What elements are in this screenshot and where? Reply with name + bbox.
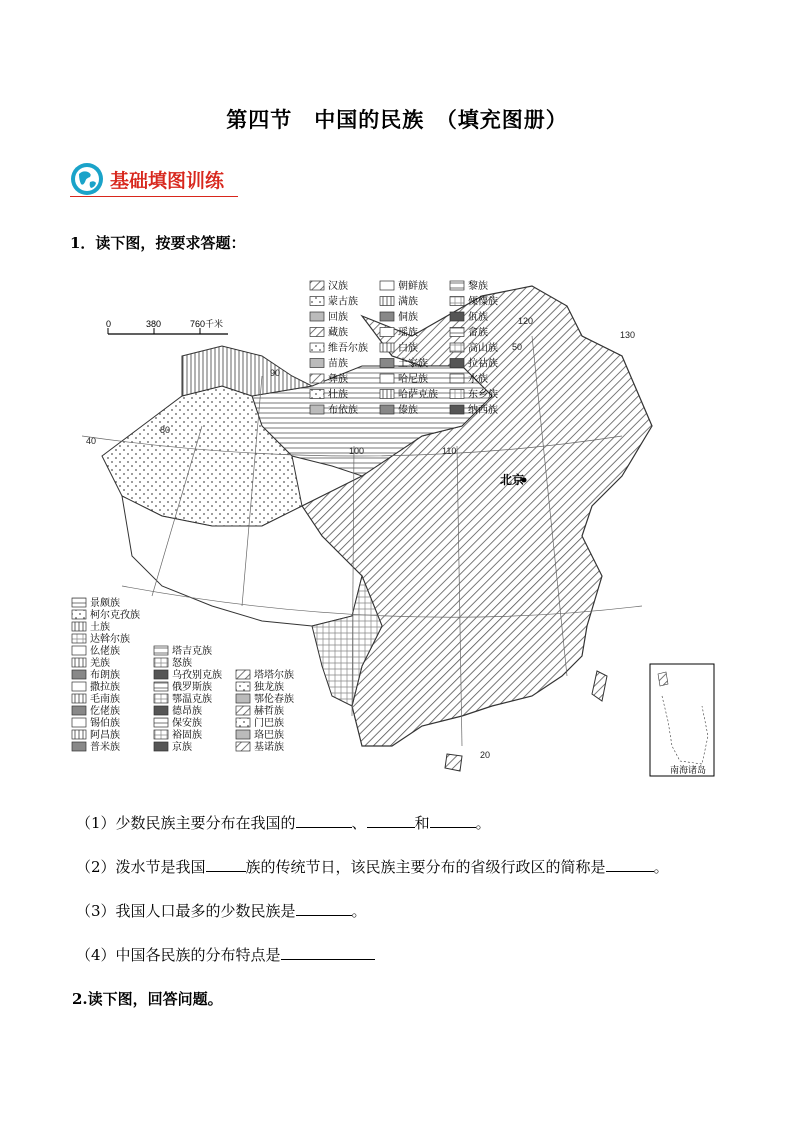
legend-top-1-0-label: 蒙古族: [328, 296, 358, 308]
legend-left-0-label: 景颇族: [90, 598, 120, 609]
ethnic-map-svg: [62, 276, 730, 784]
legend-top-2-1-swatch: [380, 312, 394, 321]
legend-bottom-7-1-label: 裕固族: [172, 730, 202, 741]
legend-top-8-2-label: 纳西族: [468, 405, 498, 416]
legend-top: [310, 279, 498, 416]
legend-bottom-8-0-label: 普米族: [90, 742, 120, 753]
legend-bottom-2-1-swatch: [154, 670, 168, 679]
legend-bottom-6-2-label: 门巴族: [254, 718, 284, 729]
legend-bottom-8-0-swatch: [72, 742, 86, 751]
legend-top-3-1-label: 瑶族: [398, 327, 418, 339]
section-underline: [70, 196, 238, 197]
question-1-part-1: （1）少数民族主要分布在我国的 、 和 。: [76, 814, 491, 832]
legend-bottom-0-1-label: 塔吉克族: [172, 646, 212, 657]
legend-bottom-5-2-swatch: [236, 706, 250, 715]
legend-top-3-0-label: 藏族: [328, 327, 348, 339]
legend-bottom-4-2-swatch: [236, 694, 250, 703]
legend-bottom-1-0-label: 羌族: [90, 658, 110, 669]
legend-bottom-1-1-swatch: [154, 658, 168, 667]
question-2-title: 2.读下图，回答问题。: [72, 990, 223, 1008]
legend-top-3-2-swatch: [450, 328, 464, 337]
scale-label-2: 760千米: [190, 319, 224, 329]
scale-label-0: 0: [106, 319, 112, 329]
legend-bottom-7-1-swatch: [154, 730, 168, 739]
legend-top-3-0-swatch: [310, 328, 324, 337]
legend-bottom-1-1-label: 怒族: [172, 658, 192, 669]
meridian-label-100: 100: [349, 446, 365, 456]
legend-bottom-0-1-swatch: [154, 646, 168, 655]
legend-top-1-1-swatch: [380, 297, 394, 306]
legend-bottom-8-2-label: 基诺族: [254, 742, 284, 753]
legend-top-4-0-label: 维吾尔族: [328, 343, 368, 354]
legend-bottom-8-1-label: 京族: [172, 742, 192, 753]
legend-bottom-2-2-swatch: [236, 670, 250, 679]
section-header: [70, 160, 240, 200]
legend-top-6-0-swatch: [310, 374, 324, 383]
legend-top-5-1-label: 土家族: [398, 358, 428, 370]
legend-top-4-1-swatch: [380, 343, 394, 352]
legend-bottom-6-1-swatch: [154, 718, 168, 727]
taiwan: [592, 671, 607, 701]
legend-bottom-0-0-label: 仫佬族: [90, 646, 120, 657]
legend-bottom-6-0-label: 锡伯族: [90, 718, 120, 729]
parallel-label-50: 50: [512, 342, 523, 352]
answer-blank-2-1[interactable]: [206, 857, 246, 872]
legend-top-8-0-swatch: [310, 405, 324, 414]
legend-top-6-2-label: 水族: [468, 374, 488, 385]
legend-bottom-3-1-label: 俄罗斯族: [172, 682, 212, 693]
legend-left-3-label: 达斡尔族: [90, 634, 130, 645]
legend-top-2-0-swatch: [310, 312, 324, 321]
legend-top-2-1-label: 侗族: [398, 312, 418, 323]
beijing-label: 北京: [500, 473, 525, 487]
legend-top-8-1-label: 傣族: [398, 405, 418, 416]
legend-top-5-0-label: 苗族: [328, 358, 348, 370]
legend-bottom-4-1-label: 鄂温克族: [172, 694, 212, 705]
answer-blank-2-2[interactable]: [606, 857, 654, 872]
scale-label-1: 380: [146, 319, 162, 329]
legend-top-7-2-swatch: [450, 390, 464, 399]
legend-top-4-2-swatch: [450, 343, 464, 352]
legend-top-5-2-swatch: [450, 359, 464, 368]
scale-bar: [106, 318, 228, 334]
legend-bottom-3-1-swatch: [154, 682, 168, 691]
legend-bottom-0-0-swatch: [72, 646, 86, 655]
parallel-label-20: 20: [480, 750, 491, 760]
legend-bottom-4-0-label: 毛南族: [90, 694, 120, 705]
legend-bottom-6-1-label: 保安族: [172, 718, 202, 729]
legend-top-7-2-label: 东乡族: [468, 389, 498, 401]
legend-top-8-2-swatch: [450, 405, 464, 414]
legend-bottom-1-0-swatch: [72, 658, 86, 667]
globe-icon: [70, 162, 104, 196]
legend-top-4-2-label: 高山族: [468, 343, 498, 354]
legend-left-1-label: 柯尔克孜族: [90, 610, 140, 621]
question-1-title: 1．读下图，按要求答题：: [70, 234, 246, 252]
legend-top-1-2-label: 傈僳族: [468, 296, 498, 308]
answer-blank-4-1[interactable]: [281, 945, 375, 960]
legend-top-6-1-label: 哈尼族: [398, 374, 428, 385]
legend-top-4-1-label: 白族: [398, 343, 418, 354]
hainan: [445, 754, 462, 771]
legend-top-5-0-swatch: [310, 359, 324, 368]
legend-bottom-3-2-swatch: [236, 682, 250, 691]
legend-top-3-2-label: 畲族: [468, 327, 488, 339]
meridian-label-110: 110: [442, 446, 457, 456]
legend-top-7-0-swatch: [310, 390, 324, 399]
legend-top-7-1-label: 哈萨克族: [398, 389, 438, 401]
legend-top-6-2-swatch: [450, 374, 464, 383]
legend-top-8-1-swatch: [380, 405, 394, 414]
section-label: 基础填图训练: [110, 170, 225, 192]
question-1-part-4: （4）中国各民族的分布特点是: [76, 944, 375, 965]
legend-top-1-1-label: 满族: [398, 296, 418, 308]
legend-left-2-swatch: [72, 622, 86, 631]
legend-bottom-7-0-swatch: [72, 730, 86, 739]
legend-bottom-8-2-swatch: [236, 742, 250, 751]
legend-left-0-swatch: [72, 598, 86, 607]
legend-top-7-1-swatch: [380, 390, 394, 399]
legend-top-0-1-label: 朝鲜族: [398, 281, 428, 292]
legend-top-0-0-label: 汉族: [328, 281, 348, 292]
answer-blank-1-1[interactable]: [296, 813, 352, 828]
meridian-label-130: 130: [620, 330, 636, 340]
legend-bottom-4-2-label: 鄂伦春族: [254, 694, 294, 705]
legend-top-1-0-swatch: [310, 297, 324, 306]
legend-bottom-5-2-label: 赫哲族: [254, 706, 284, 717]
legend-top-2-0-label: 回族: [328, 312, 348, 323]
legend-top-3-1-swatch: [380, 328, 394, 337]
south-china-sea-inset: [650, 664, 714, 776]
answer-blank-3-1[interactable]: [296, 901, 352, 916]
legend-top-7-0-label: 壮族: [328, 389, 348, 401]
legend-top-5-1-swatch: [380, 359, 394, 368]
legend-bottom-6-2-swatch: [236, 718, 250, 727]
legend-top-2-2-label: 佤族: [468, 312, 488, 323]
legend-left-2-label: 土族: [90, 622, 110, 633]
answer-blank-1-3[interactable]: [430, 813, 476, 828]
meridian-label-90: 90: [270, 368, 281, 378]
legend-bottom-3-0-swatch: [72, 682, 86, 691]
meridian-label-80: 80: [160, 425, 171, 435]
legend-top-5-2-label: 拉祜族: [468, 358, 498, 370]
legend-top-0-2-label: 黎族: [468, 281, 488, 292]
answer-blank-1-2[interactable]: [367, 813, 415, 828]
legend-bottom-8-1-swatch: [154, 742, 168, 751]
legend-top-6-0-label: 彝族: [328, 374, 348, 385]
legend-top-0-1-swatch: [380, 281, 394, 290]
legend-top-6-1-swatch: [380, 374, 394, 383]
meridian-label-120: 120: [518, 316, 534, 326]
legend-bottom-6-0-swatch: [72, 718, 86, 727]
legend-bottom-5-0-swatch: [72, 706, 86, 715]
legend-bottom-3-0-label: 撒拉族: [90, 682, 120, 693]
legend-top-4-0-swatch: [310, 343, 324, 352]
legend-bottom-2-0-swatch: [72, 670, 86, 679]
legend-bottom-7-0-label: 阿昌族: [90, 730, 120, 741]
legend-top-0-0-swatch: [310, 281, 324, 290]
legend-bottom-4-1-swatch: [154, 694, 168, 703]
legend-top-2-2-swatch: [450, 312, 464, 321]
legend-bottom-5-1-label: 德昂族: [172, 706, 202, 717]
legend-bottom-2-2-label: 塔塔尔族: [254, 670, 294, 681]
legend-bottom-7-2-swatch: [236, 730, 250, 739]
legend-bottom-3-2-label: 独龙族: [254, 682, 284, 693]
parallel-label-40: 40: [86, 436, 97, 446]
question-1-part-2: （2）泼水节是我国 族的传统节日，该民族主要分布的省级行政区的简称是 。: [76, 858, 669, 876]
legend-left-3-swatch: [72, 634, 86, 643]
legend-top-8-0-label: 布依族: [328, 405, 358, 416]
legend-left-1-swatch: [72, 610, 86, 619]
legend-bottom-7-2-label: 珞巴族: [254, 730, 284, 741]
ethnic-map: [62, 276, 730, 784]
legend-bottom-5-1-swatch: [154, 706, 168, 715]
legend-top-0-2-swatch: [450, 281, 464, 290]
kazakh-region: [182, 346, 312, 396]
legend-bottom-4-0-swatch: [72, 694, 86, 703]
inset-label: 南海诸岛: [670, 766, 707, 776]
question-1-part-3: （3）我国人口最多的少数民族是 。: [76, 902, 367, 920]
legend-bottom-5-0-label: 仡佬族: [90, 706, 120, 717]
legend-top-1-2-swatch: [450, 297, 464, 306]
legend-bottom-2-1-label: 乌孜别克族: [172, 670, 222, 681]
page-title: 第四节 中国的民族 （填充图册）: [226, 107, 568, 132]
legend-bottom-2-0-label: 布朗族: [90, 670, 120, 681]
